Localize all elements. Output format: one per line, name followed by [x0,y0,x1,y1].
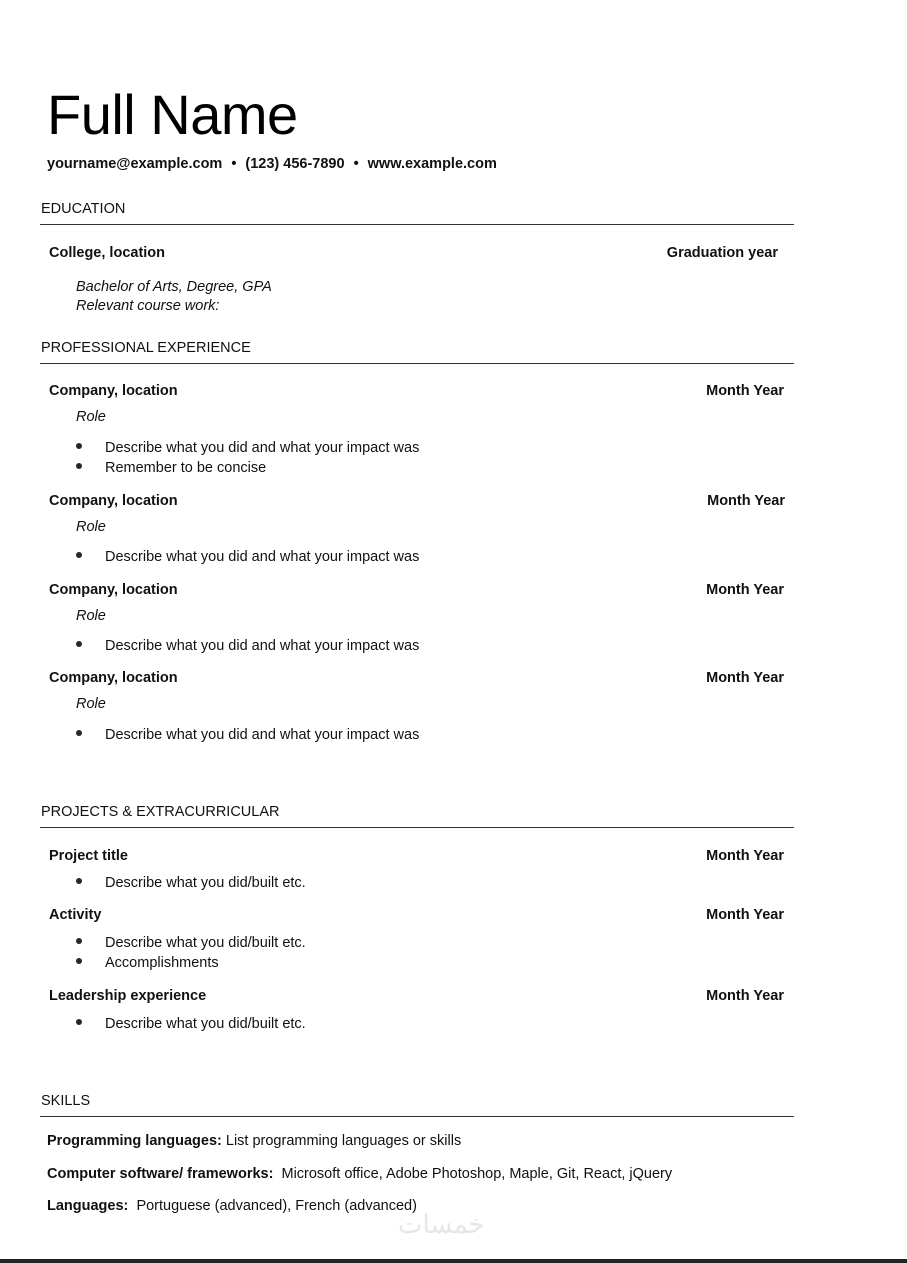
experience-date: Month Year [706,582,784,598]
project-title: Activity [49,907,102,923]
section-divider [40,363,794,364]
bullet-icon [76,730,82,736]
experience-date: Month Year [706,670,784,686]
company-location: Company, location [49,582,178,598]
section-title-skills: SKILLS [41,1093,91,1109]
bullet-icon [76,443,82,449]
bullet-icon [76,552,82,558]
watermark: خمسات [398,1210,485,1240]
project-title: Project title [49,848,128,864]
section-title-projects: PROJECTS & EXTRACURRICULAR [41,804,280,820]
website-link[interactable]: www.example.com [367,156,497,172]
education-coursework: Relevant course work: [76,298,220,314]
separator: • [231,156,237,172]
role: Role [76,608,106,624]
skill-row [47,1132,461,1150]
role: Role [76,409,106,425]
bullet-item: Describe what you did and what your impact was [76,636,419,656]
skill-value: Microsoft office, Adobe Photoshop, Maple, Git, React, jQuery [281,1166,673,1182]
bullet-item: Accomplishments [76,953,219,973]
skill-label: Programming languages: [47,1133,222,1149]
education-institution: College, location [49,245,166,261]
bullet-icon [76,958,82,964]
phone-number: (123) 456-7890 [245,156,345,172]
section-title-experience: PROFESSIONAL EXPERIENCE [41,340,251,356]
education-degree: Bachelor of Arts, Degree, GPA [76,279,272,295]
role: Role [76,519,106,535]
section-title-education: EDUCATION [41,201,126,217]
project-date: Month Year [706,988,784,1004]
bullet-item: Describe what you did/built etc. [76,1014,306,1034]
company-location: Company, location [49,383,178,399]
bullet-item: Describe what you did/built etc. [76,873,306,893]
separator: • [353,156,359,172]
full-name: Full Name [47,83,298,146]
email-link[interactable]: yourname@example.com [47,156,223,172]
bullet-item: Describe what you did and what your impact was [76,547,419,567]
bullet-item: Describe what you did/built etc. [76,933,306,953]
skill-label: Computer software/ frameworks: [47,1166,274,1182]
experience-date: Month Year [706,383,784,399]
skill-value: List programming languages or skills [225,1133,462,1149]
bullet-icon [76,463,82,469]
bottom-bar [0,1259,907,1263]
contact-line [47,155,497,173]
bullet-icon [76,1019,82,1025]
bullet-item: Describe what you did and what your impact was [76,438,419,458]
education-date: Graduation year [666,245,778,261]
skill-label: Languages: [47,1198,129,1214]
section-divider [40,827,794,828]
skill-row [47,1197,417,1215]
skill-value: Portuguese (advanced), French (advanced) [136,1198,417,1214]
section-divider [40,1116,794,1117]
bullet-item: Describe what you did and what your impact was [76,725,419,745]
bullet-icon [76,878,82,884]
bullet-icon [76,641,82,647]
experience-date: Month Year [707,493,785,509]
section-divider [40,224,794,225]
project-title: Leadership experience [49,988,207,1004]
bullet-icon [76,938,82,944]
role: Role [76,696,106,712]
project-date: Month Year [706,848,784,864]
company-location: Company, location [49,670,178,686]
project-date: Month Year [706,907,784,923]
skill-row [47,1165,672,1183]
company-location: Company, location [49,493,178,509]
bullet-item: Remember to be concise [76,458,266,478]
